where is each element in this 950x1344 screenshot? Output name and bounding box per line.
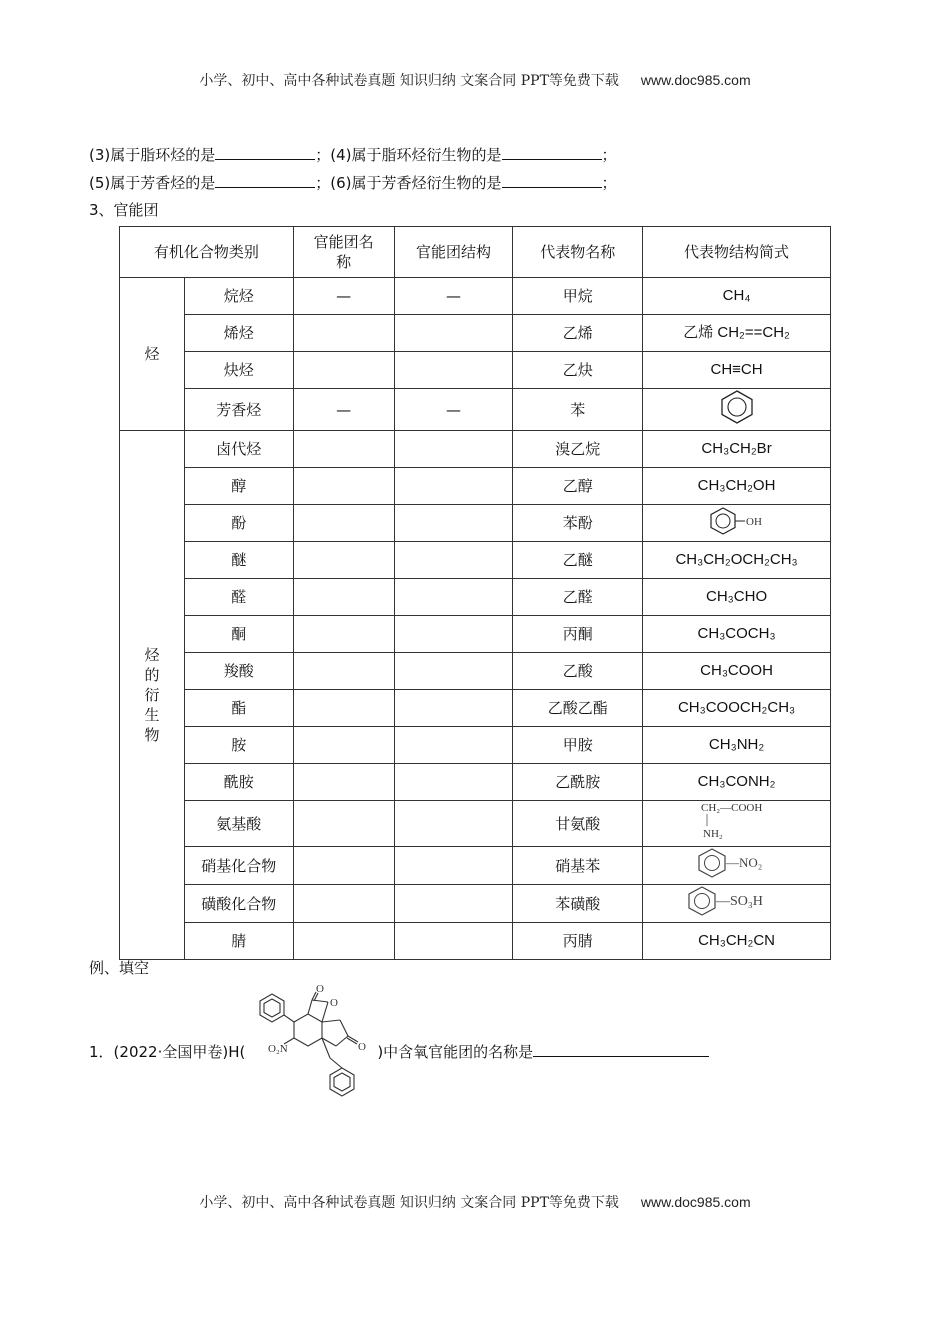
atom-o-ketone: O bbox=[358, 1041, 366, 1053]
group-structure-cell: — bbox=[394, 278, 513, 315]
problem-prefix: 1．(2022·全国甲卷)H( bbox=[89, 1043, 246, 1061]
page-header bbox=[0, 70, 950, 90]
rep-name-cell: 丙腈 bbox=[513, 923, 643, 960]
category-cell: 酮 bbox=[184, 616, 293, 653]
functional-group-table bbox=[119, 226, 831, 960]
group-name-cell: — bbox=[293, 389, 394, 431]
phenol-structure bbox=[707, 506, 767, 536]
table-row bbox=[120, 278, 831, 315]
group-name-cell[interactable] bbox=[293, 579, 394, 616]
problem-answer-blank[interactable] bbox=[533, 1041, 709, 1057]
group-structure-cell[interactable] bbox=[394, 764, 513, 801]
group-structure-cell: — bbox=[394, 389, 513, 431]
rep-formula-cell: CH≡CH bbox=[643, 352, 831, 389]
rep-formula-cell: CH₃CH₂CN bbox=[643, 923, 831, 960]
group-structure-cell[interactable] bbox=[394, 352, 513, 389]
category-cell: 烷烃 bbox=[184, 278, 293, 315]
table-row bbox=[120, 579, 831, 616]
category-cell: 胺 bbox=[184, 727, 293, 764]
svg-text:—SO₃H: —SO₃H bbox=[715, 894, 763, 909]
rep-name-cell: 苯磺酸 bbox=[513, 885, 643, 923]
group-name-cell[interactable] bbox=[293, 542, 394, 579]
rep-formula-cell: CH₃COCH₃ bbox=[643, 616, 831, 653]
rep-name-cell: 乙醛 bbox=[513, 579, 643, 616]
group-structure-cell[interactable] bbox=[394, 847, 513, 885]
group-structure-cell[interactable] bbox=[394, 315, 513, 352]
table-row bbox=[120, 315, 831, 352]
rep-name-cell: 苯 bbox=[513, 389, 643, 431]
section-title: 3、官能团 bbox=[89, 201, 159, 219]
group-structure-cell[interactable] bbox=[394, 616, 513, 653]
rep-name-cell: 甘氨酸 bbox=[513, 801, 643, 847]
rep-name-cell: 乙酸乙酯 bbox=[513, 690, 643, 727]
rep-name-cell: 乙炔 bbox=[513, 352, 643, 389]
table-row bbox=[120, 653, 831, 690]
group-structure-cell[interactable] bbox=[394, 542, 513, 579]
table-row bbox=[120, 542, 831, 579]
atom-o-carbonyl: O bbox=[316, 983, 324, 995]
group-name-cell[interactable] bbox=[293, 505, 394, 542]
table-row bbox=[120, 764, 831, 801]
group-name-cell: — bbox=[293, 278, 394, 315]
svg-text:CH₂—COOH: CH₂—COOH bbox=[700, 802, 762, 814]
category-cell: 酰胺 bbox=[184, 764, 293, 801]
rep-formula-cell bbox=[643, 847, 831, 885]
answer-blank-4[interactable] bbox=[502, 144, 602, 160]
nitro-label: O₂N bbox=[268, 1043, 288, 1055]
question-4: (4)属于脂环烃衍生物的是 bbox=[330, 146, 502, 164]
rep-formula-cell: CH₃CH₂OCH₂CH₃ bbox=[643, 542, 831, 579]
group-structure-cell[interactable] bbox=[394, 431, 513, 468]
rep-formula-cell: CH₄ bbox=[643, 278, 831, 315]
header-site: www.doc985.com bbox=[640, 72, 751, 88]
header-rep-formula: 代表物结构简式 bbox=[643, 227, 831, 278]
rep-name-cell: 乙醚 bbox=[513, 542, 643, 579]
header-group-name: 官能团名称 bbox=[293, 227, 394, 278]
footer-text: 小学、初中、高中各种试卷真题 知识归纳 文案合同 PPT等免费下载 bbox=[199, 1195, 619, 1211]
table-row bbox=[120, 690, 831, 727]
question-6: (6)属于芳香烃衍生物的是 bbox=[330, 174, 502, 192]
table-row bbox=[120, 616, 831, 653]
rep-name-cell: 乙酸 bbox=[513, 653, 643, 690]
header-text: 小学、初中、高中各种试卷真题 知识归纳 文案合同 PPT等免费下载 bbox=[199, 73, 619, 89]
question-line-1: (3)属于脂环烃的是 ；(4)属于脂环烃衍生物的是 ； bbox=[89, 146, 617, 164]
group-structure-cell[interactable] bbox=[394, 727, 513, 764]
group-name-cell[interactable] bbox=[293, 923, 394, 960]
category-cell: 氨基酸 bbox=[184, 801, 293, 847]
answer-blank-3[interactable] bbox=[215, 144, 315, 160]
group-name-cell[interactable] bbox=[293, 801, 394, 847]
group-structure-cell[interactable] bbox=[394, 505, 513, 542]
problem-line bbox=[89, 1041, 709, 1062]
category-cell: 酚 bbox=[184, 505, 293, 542]
rep-formula-cell bbox=[643, 389, 831, 431]
group-name-cell[interactable] bbox=[293, 727, 394, 764]
table-row bbox=[120, 389, 831, 431]
group-name-cell[interactable] bbox=[293, 315, 394, 352]
table-row bbox=[120, 468, 831, 505]
table-header-row bbox=[120, 227, 831, 278]
question-line-2: (5)属于芳香烃的是 ；(6)属于芳香烃衍生物的是 ； bbox=[89, 174, 617, 192]
rep-formula-cell: CH₃CH₂Br bbox=[643, 431, 831, 468]
table-row bbox=[120, 505, 831, 542]
group-structure-cell[interactable] bbox=[394, 653, 513, 690]
group-name-cell[interactable] bbox=[293, 431, 394, 468]
category-cell: 腈 bbox=[184, 923, 293, 960]
answer-blank-6[interactable] bbox=[502, 172, 602, 188]
rep-formula-cell: CH₃CONH₂ bbox=[643, 764, 831, 801]
svg-text:OH: OH bbox=[745, 515, 762, 528]
nitrobenzene-structure bbox=[692, 847, 782, 879]
svg-text:—NO₂: —NO₂ bbox=[725, 855, 762, 870]
group-structure-cell[interactable] bbox=[394, 468, 513, 505]
category-cell: 芳香烃 bbox=[184, 389, 293, 431]
group-name-cell[interactable] bbox=[293, 352, 394, 389]
category-cell: 磺酸化合物 bbox=[184, 885, 293, 923]
rep-formula-cell: 乙烯 CH₂==CH₂ bbox=[643, 315, 831, 352]
table-row bbox=[120, 885, 831, 923]
group-structure-cell[interactable] bbox=[394, 690, 513, 727]
category-cell: 烯烃 bbox=[184, 315, 293, 352]
category-cell: 炔烃 bbox=[184, 352, 293, 389]
answer-blank-5[interactable] bbox=[215, 172, 315, 188]
footer-site: www.doc985.com bbox=[640, 1194, 751, 1210]
svg-text:NH₂: NH₂ bbox=[702, 828, 723, 840]
benzenesulfonic-acid-structure bbox=[682, 885, 792, 917]
rep-formula-cell: CH₃COOCH₂CH₃ bbox=[643, 690, 831, 727]
rep-formula-cell bbox=[643, 505, 831, 542]
example-title: 例、填空 bbox=[89, 959, 150, 977]
atom-o-ring: O bbox=[330, 997, 338, 1009]
page-footer bbox=[0, 1192, 950, 1212]
group-name-cell[interactable] bbox=[293, 653, 394, 690]
header-category: 有机化合物类别 bbox=[120, 227, 294, 278]
rep-name-cell: 苯酚 bbox=[513, 505, 643, 542]
rep-formula-cell: CH₃CH₂OH bbox=[643, 468, 831, 505]
group-structure-cell[interactable] bbox=[394, 801, 513, 847]
table-row bbox=[120, 727, 831, 764]
group-structure-cell[interactable] bbox=[394, 579, 513, 616]
group-hydrocarbon: 烃 bbox=[120, 278, 185, 431]
rep-formula-cell: CH₃CHO bbox=[643, 579, 831, 616]
rep-name-cell: 乙烯 bbox=[513, 315, 643, 352]
rep-formula-cell bbox=[643, 801, 831, 847]
category-cell: 卤代烃 bbox=[184, 431, 293, 468]
group-name-cell[interactable] bbox=[293, 847, 394, 885]
rep-formula-cell bbox=[643, 885, 831, 923]
rep-name-cell: 丙酮 bbox=[513, 616, 643, 653]
header-rep-name: 代表物名称 bbox=[513, 227, 643, 278]
table-row bbox=[120, 352, 831, 389]
header-group-structure: 官能团结构 bbox=[394, 227, 513, 278]
rep-formula-cell: CH₃COOH bbox=[643, 653, 831, 690]
table-row bbox=[120, 801, 831, 847]
problem-suffix: )中含氧官能团的名称是 bbox=[377, 1043, 534, 1061]
rep-name-cell: 溴乙烷 bbox=[513, 431, 643, 468]
group-structure-cell[interactable] bbox=[394, 923, 513, 960]
category-cell: 醇 bbox=[184, 468, 293, 505]
question-3: (3)属于脂环烃的是 bbox=[89, 146, 216, 164]
group-name-cell[interactable] bbox=[293, 690, 394, 727]
table-row bbox=[120, 847, 831, 885]
compound-h-structure bbox=[250, 980, 380, 1112]
rep-name-cell: 乙醇 bbox=[513, 468, 643, 505]
question-5: (5)属于芳香烃的是 bbox=[89, 174, 216, 192]
rep-name-cell: 甲胺 bbox=[513, 727, 643, 764]
category-cell: 羧酸 bbox=[184, 653, 293, 690]
rep-name-cell: 乙酰胺 bbox=[513, 764, 643, 801]
rep-formula-cell: CH₃NH₂ bbox=[643, 727, 831, 764]
rep-name-cell: 甲烷 bbox=[513, 278, 643, 315]
category-cell: 醛 bbox=[184, 579, 293, 616]
rep-name-cell: 硝基苯 bbox=[513, 847, 643, 885]
benzene-structure bbox=[717, 389, 757, 425]
group-name-cell[interactable] bbox=[293, 616, 394, 653]
category-cell: 酯 bbox=[184, 690, 293, 727]
group-derivative: 烃 的 衍 生 物 bbox=[120, 431, 185, 960]
group-structure-cell[interactable] bbox=[394, 885, 513, 923]
group-name-cell[interactable] bbox=[293, 885, 394, 923]
glycine-structure bbox=[699, 801, 775, 841]
group-name-cell[interactable] bbox=[293, 468, 394, 505]
table-row bbox=[120, 431, 831, 468]
category-cell: 硝基化合物 bbox=[184, 847, 293, 885]
category-cell: 醚 bbox=[184, 542, 293, 579]
group-name-cell[interactable] bbox=[293, 764, 394, 801]
table-row bbox=[120, 923, 831, 960]
